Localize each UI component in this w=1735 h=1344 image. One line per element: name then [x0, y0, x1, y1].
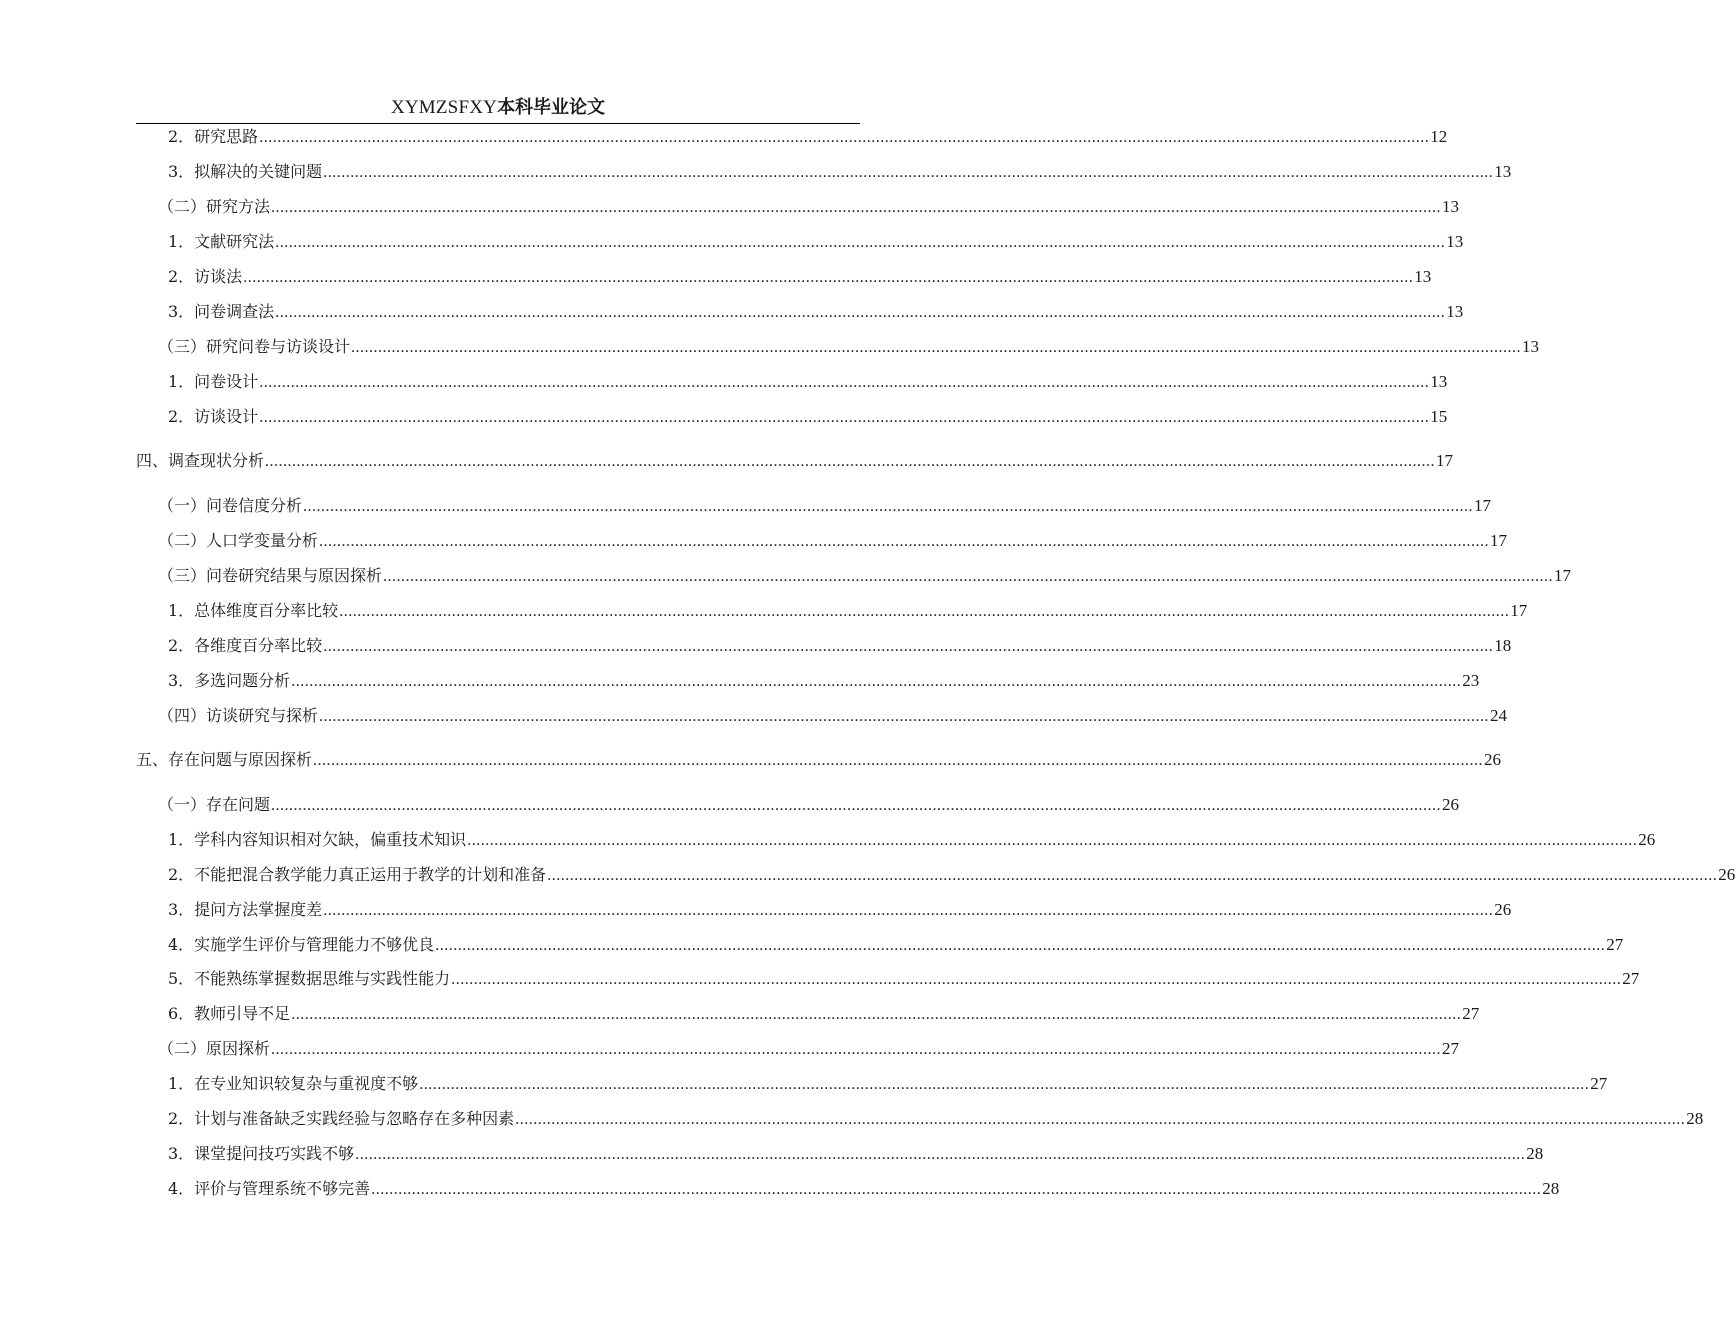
toc-entry-page: 17: [1510, 601, 1528, 620]
dot-leader: ....................................................................................................................................................................................................................................................................: [291, 1006, 1462, 1023]
header-rule: [136, 123, 860, 124]
dot-leader: ....................................................................................................................................................................................................................................................................: [291, 673, 1462, 690]
toc-entry-label: 4．评价与管理系统不够完善: [168, 1179, 371, 1198]
toc-entry-label: 1．文献研究法: [168, 232, 275, 251]
toc-entry-page: 18: [1494, 636, 1512, 655]
toc-entry-label: 2．计划与准备缺乏实践经验与忽略存在多种因素: [168, 1109, 515, 1128]
toc-entry-page: 23: [1462, 671, 1480, 690]
toc-entry-label: 3．提问方法掌握度差: [168, 900, 323, 919]
toc-entry[interactable]: [168, 1143, 1544, 1166]
toc-entry[interactable]: [168, 301, 1464, 324]
dot-leader: ....................................................................................................................................................................................................................................................................: [265, 453, 1436, 470]
toc-entry-label: 2．访谈设计: [168, 407, 259, 426]
toc-entry[interactable]: [168, 1108, 1704, 1131]
toc-entry-label: （三）研究问卷与访谈设计: [158, 337, 351, 356]
toc-entry-page: 13: [1446, 232, 1464, 251]
toc-entry[interactable]: [168, 864, 1735, 887]
toc-entry-label: （一）问卷信度分析: [158, 496, 303, 515]
dot-leader: ....................................................................................................................................................................................................................................................................: [319, 708, 1490, 725]
header-code: XYMZSFXY: [390, 97, 498, 118]
toc-entry[interactable]: [158, 495, 1492, 518]
toc-entry-label: 1．问卷设计: [168, 372, 259, 391]
running-header: [136, 95, 860, 120]
dot-leader: ....................................................................................................................................................................................................................................................................: [259, 374, 1430, 391]
toc-entry[interactable]: [168, 899, 1512, 922]
toc-entry-label: 五、存在问题与原因探析: [136, 750, 313, 769]
toc-entry-page: 13: [1494, 162, 1512, 181]
toc-entry[interactable]: [158, 196, 1460, 219]
toc-entry[interactable]: [136, 450, 1454, 473]
toc-entry[interactable]: [158, 530, 1508, 553]
toc-entry-label: （二）原因探析: [158, 1039, 271, 1058]
toc-entry[interactable]: [168, 1178, 1560, 1201]
dot-leader: ....................................................................................................................................................................................................................................................................: [339, 603, 1510, 620]
toc-entry[interactable]: [158, 705, 1508, 728]
toc-entry-label: 3．问卷调查法: [168, 302, 275, 321]
toc-entry-page: 15: [1430, 407, 1448, 426]
dot-leader: ....................................................................................................................................................................................................................................................................: [371, 1181, 1542, 1198]
toc-entry[interactable]: [168, 406, 1448, 429]
toc-entry-page: 26: [1442, 795, 1460, 814]
dot-leader: ....................................................................................................................................................................................................................................................................: [303, 498, 1474, 515]
toc-entry[interactable]: [158, 336, 1540, 359]
toc-entry-page: 27: [1622, 969, 1640, 988]
toc-entry-page: 27: [1462, 1004, 1480, 1023]
toc-entry-page: 26: [1718, 865, 1735, 884]
dot-leader: ....................................................................................................................................................................................................................................................................: [351, 339, 1522, 356]
toc-entry-label: （一）存在问题: [158, 795, 271, 814]
toc-entry[interactable]: [168, 266, 1432, 289]
toc-entry-page: 17: [1554, 566, 1572, 585]
toc-entry-page: 13: [1446, 302, 1464, 321]
toc-entry-label: 2．各维度百分率比较: [168, 636, 323, 655]
toc-entry[interactable]: [158, 794, 1460, 817]
toc-entry-label: 3．课堂提问技巧实践不够: [168, 1144, 355, 1163]
toc-entry-page: 27: [1590, 1074, 1608, 1093]
toc-entry[interactable]: [158, 565, 1572, 588]
toc-entry-label: （二）人口学变量分析: [158, 531, 319, 550]
toc-entry-page: 26: [1638, 830, 1656, 849]
toc-entry-label: 2．研究思路: [168, 127, 259, 146]
toc-entry-page: 13: [1522, 337, 1540, 356]
dot-leader: ....................................................................................................................................................................................................................................................................: [435, 937, 1606, 954]
dot-leader: ....................................................................................................................................................................................................................................................................: [275, 304, 1446, 321]
toc-entry-page: 28: [1686, 1109, 1704, 1128]
toc-entry-page: 27: [1606, 935, 1624, 954]
dot-leader: ....................................................................................................................................................................................................................................................................: [323, 638, 1494, 655]
toc-entry[interactable]: [168, 371, 1448, 394]
dot-leader: ....................................................................................................................................................................................................................................................................: [323, 164, 1494, 181]
dot-leader: ....................................................................................................................................................................................................................................................................: [259, 129, 1430, 146]
dot-leader: ....................................................................................................................................................................................................................................................................: [383, 568, 1554, 585]
toc-entry-page: 12: [1430, 127, 1448, 146]
toc-entry-page: 17: [1474, 496, 1492, 515]
toc-entry[interactable]: [168, 934, 1624, 957]
toc-entry-page: 13: [1442, 197, 1460, 216]
toc-entry[interactable]: [168, 161, 1512, 184]
toc-entry[interactable]: [168, 635, 1512, 658]
toc-entry-label: 3．拟解决的关键问题: [168, 162, 323, 181]
toc-entry-label: 3．多选问题分析: [168, 671, 291, 690]
toc-entry-page: 13: [1414, 267, 1432, 286]
toc-entry-page: 24: [1490, 706, 1508, 725]
toc-entry-label: 6．教师引导不足: [168, 1004, 291, 1023]
dot-leader: ....................................................................................................................................................................................................................................................................: [419, 1076, 1590, 1093]
toc-entry[interactable]: [168, 1073, 1608, 1096]
toc-entry-label: （二）研究方法: [158, 197, 271, 216]
dot-leader: ....................................................................................................................................................................................................................................................................: [259, 409, 1430, 426]
dot-leader: ....................................................................................................................................................................................................................................................................: [275, 234, 1446, 251]
dot-leader: ....................................................................................................................................................................................................................................................................: [355, 1146, 1526, 1163]
toc-entry[interactable]: [158, 1038, 1460, 1061]
toc-entry-page: 26: [1494, 900, 1512, 919]
toc-entry-page: 17: [1436, 451, 1454, 470]
toc-entry[interactable]: [168, 1003, 1480, 1026]
toc-entry-label: 5．不能熟练掌握数据思维与实践性能力: [168, 969, 451, 988]
toc-entry-label: 4．实施学生评价与管理能力不够优良: [168, 935, 435, 954]
dot-leader: ....................................................................................................................................................................................................................................................................: [271, 1041, 1442, 1058]
toc-entry[interactable]: [168, 126, 1448, 149]
toc-entry-label: 1．学科内容知识相对欠缺，偏重技术知识: [168, 830, 467, 849]
toc-entry-page: 27: [1442, 1039, 1460, 1058]
toc-entry-label: 1．在专业知识较复杂与重视度不够: [168, 1074, 419, 1093]
toc-entry-page: 13: [1430, 372, 1448, 391]
toc-entry[interactable]: [168, 600, 1528, 623]
toc-entry[interactable]: [136, 749, 1502, 772]
toc-entry-label: 2．访谈法: [168, 267, 243, 286]
toc-entry-page: 28: [1542, 1179, 1560, 1198]
toc-entry-page: 26: [1484, 750, 1502, 769]
dot-leader: ....................................................................................................................................................................................................................................................................: [319, 533, 1490, 550]
toc-entry-page: 17: [1490, 531, 1508, 550]
toc-entry-label: 2．不能把混合教学能力真正运用于教学的计划和准备: [168, 865, 547, 884]
dot-leader: ....................................................................................................................................................................................................................................................................: [243, 269, 1414, 286]
dot-leader: ....................................................................................................................................................................................................................................................................: [271, 797, 1442, 814]
toc-entry-label: （三）问卷研究结果与原因探析: [158, 566, 383, 585]
dot-leader: ....................................................................................................................................................................................................................................................................: [515, 1111, 1686, 1128]
toc-entry[interactable]: [168, 829, 1656, 852]
toc-entry-page: 28: [1526, 1144, 1544, 1163]
dot-leader: ....................................................................................................................................................................................................................................................................: [467, 832, 1638, 849]
toc-entry-label: 1．总体维度百分率比较: [168, 601, 339, 620]
header-title: 本科毕业论文: [497, 97, 606, 118]
dot-leader: ....................................................................................................................................................................................................................................................................: [313, 752, 1484, 769]
toc-entry[interactable]: [168, 231, 1464, 254]
dot-leader: ....................................................................................................................................................................................................................................................................: [451, 971, 1622, 988]
toc-entry[interactable]: [168, 968, 1640, 991]
toc-entry-label: （四）访谈研究与探析: [158, 706, 319, 725]
dot-leader: ....................................................................................................................................................................................................................................................................: [547, 867, 1718, 884]
toc-entry-label: 四、调查现状分析: [136, 451, 265, 470]
dot-leader: ....................................................................................................................................................................................................................................................................: [271, 199, 1442, 216]
dot-leader: ....................................................................................................................................................................................................................................................................: [323, 902, 1494, 919]
toc-entry[interactable]: [168, 670, 1480, 693]
